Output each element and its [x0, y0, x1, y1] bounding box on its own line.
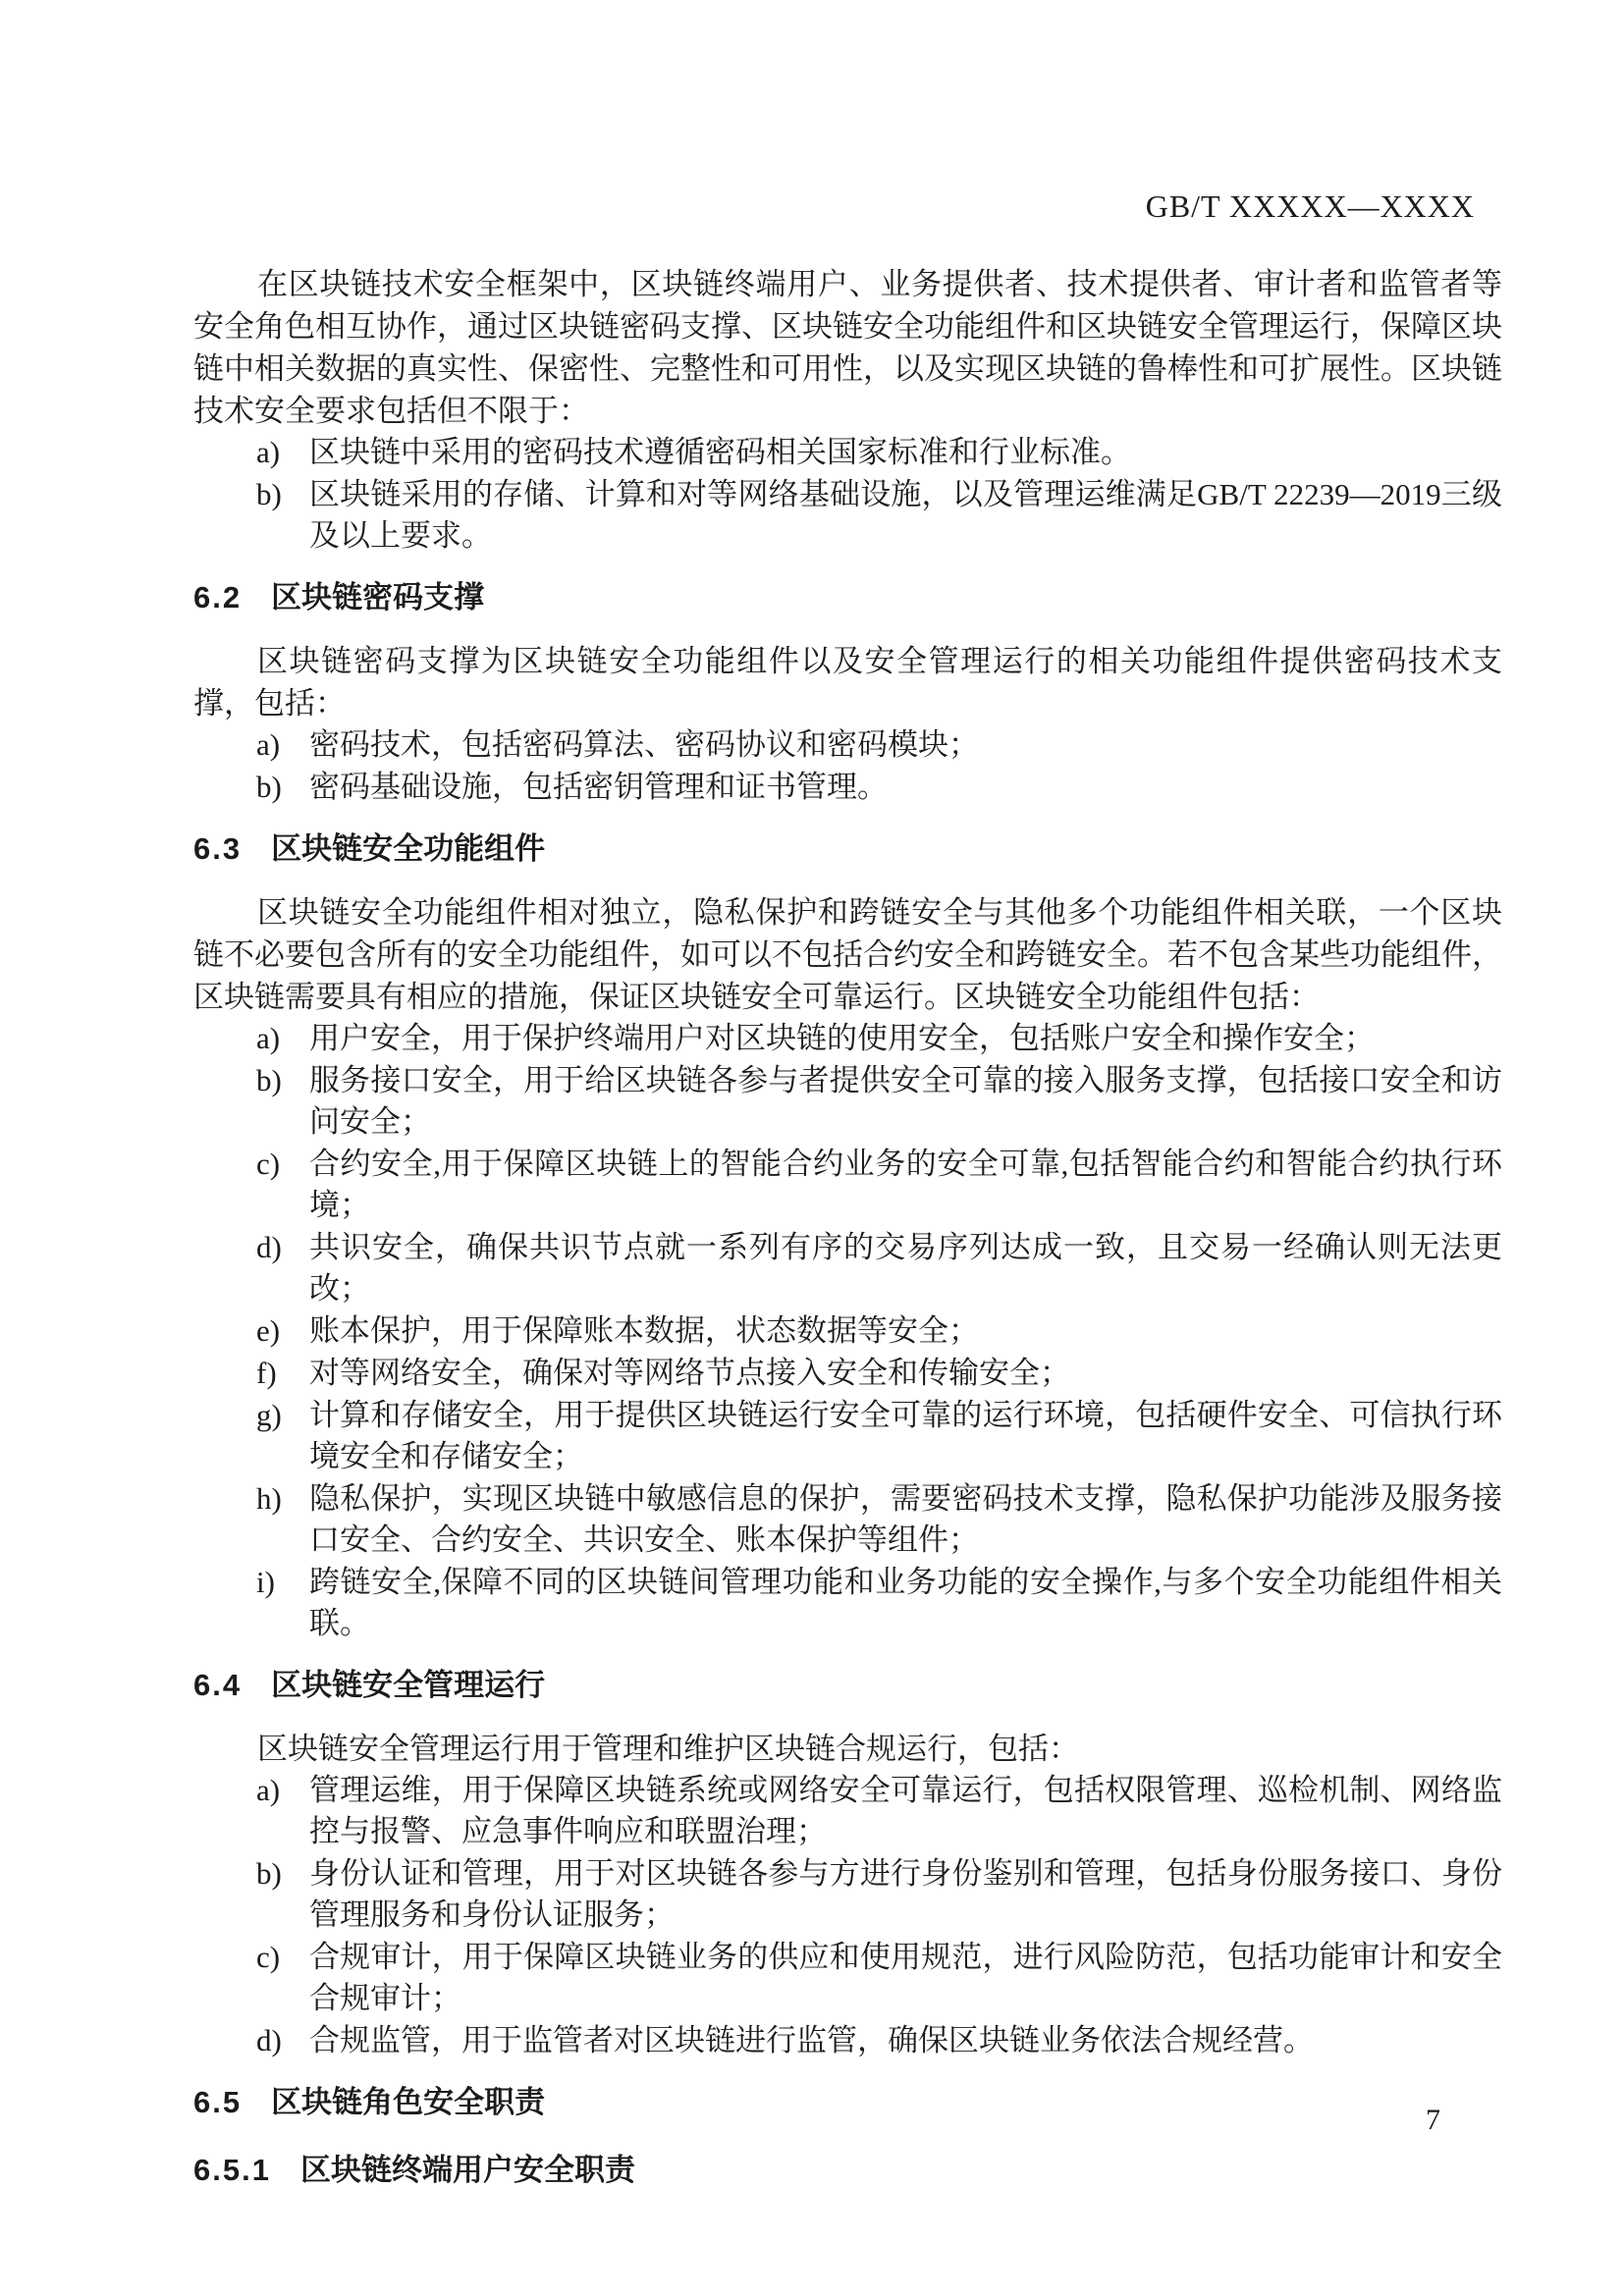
list-item-label: b) [256, 1063, 282, 1097]
list-item-label: c) [256, 1940, 281, 1974]
list-item [193, 1353, 1502, 1394]
list-item-text: 服务接口安全，用于给区块链各参与者提供安全可靠的接入服务支撑，包括接口安全和访问安全； [309, 1063, 1502, 1139]
list-item-text: 合规监管，用于监管者对区块链进行监管，确保区块链业务依法合规经营。 [309, 2023, 1314, 2057]
list-item-label: e) [256, 1313, 281, 1348]
list-item [193, 1395, 1502, 1477]
list-item [193, 1937, 1502, 2019]
list-item-label: a) [256, 1773, 281, 1807]
section-6-3-list [193, 1018, 1502, 1644]
section-6-5-1-heading [193, 2149, 1502, 2191]
list-item [193, 1478, 1502, 1561]
list-item-text: 合约安全,用于保障区块链上的智能合约业务的安全可靠,包括智能合约和智能合约执行环境； [309, 1147, 1502, 1222]
preamble-paragraph: 在区块链技术安全框架中，区块链终端用户、业务提供者、技术提供者、审计者和监管者等安全角色相互协作，通过区块链密码支撑、区块链安全功能组件和区块链安全管理运行，保障区块链中相关数据的真实性、保密性、完整性和可用性，以及实现区块链的鲁棒性和可扩展性。区块链技术安全要求包括但不限于： [193, 267, 1502, 428]
list-item [193, 474, 1502, 557]
list-item-text: 对等网络安全，确保对等网络节点接入安全和传输安全； [309, 1356, 1070, 1390]
section-number: 6.5 [193, 2085, 243, 2119]
list-item-label: b) [256, 770, 282, 804]
section-6-2-paragraph: 区块链密码支撑为区块链安全功能组件以及安全管理运行的相关功能组件提供密码技术支撑，包括： [193, 644, 1502, 721]
list-item [193, 1227, 1502, 1309]
section-6-4-paragraph: 区块链安全管理运行用于管理和维护区块链合规运行，包括： [257, 1732, 1079, 1766]
list-item-label: g) [256, 1398, 282, 1432]
section-6-2-list [193, 724, 1502, 808]
list-item-label: d) [256, 1230, 282, 1264]
section-6-3-heading [193, 828, 1502, 870]
list-item-text: 账本保护，用于保障账本数据，状态数据等安全； [309, 1313, 979, 1348]
list-item-text: 用户安全，用于保护终端用户对区块链的使用安全，包括账户安全和操作安全； [309, 1021, 1375, 1055]
list-item [193, 1310, 1502, 1352]
section-6-2-heading [193, 576, 1502, 618]
list-item-text: 身份认证和管理，用于对区块链各参与方进行身份鉴别和管理，包括身份服务接口、身份管理服务和身份认证服务； [309, 1856, 1502, 1932]
section-number: 6.5.1 [193, 2153, 271, 2187]
list-item [193, 432, 1502, 473]
section-6-4-heading [193, 1664, 1502, 1706]
list-item-label: d) [256, 2023, 282, 2057]
list-item [193, 1562, 1502, 1644]
list-item [193, 767, 1502, 808]
list-item-label: c) [256, 1147, 281, 1181]
list-item [193, 1853, 1502, 1936]
list-item [193, 1018, 1502, 1059]
list-item-label: a) [256, 435, 281, 469]
list-item [193, 1144, 1502, 1226]
list-item-text: 区块链中采用的密码技术遵循密码相关国家标准和行业标准。 [309, 435, 1131, 469]
section-6-4-list [193, 1770, 1502, 2061]
section-title: 区块链安全功能组件 [271, 831, 546, 866]
list-item-label: b) [256, 1856, 282, 1891]
list-item [193, 1060, 1502, 1143]
section-title: 区块链密码支撑 [271, 580, 485, 614]
section-6-5-heading [193, 2081, 1502, 2123]
list-item-text: 合规审计，用于保障区块链业务的供应和使用规范，进行风险防范，包括功能审计和安全合规审计； [309, 1940, 1502, 2015]
list-item [193, 724, 1502, 766]
list-item-text: 管理运维，用于保障区块链系统或网络安全可靠运行，包括权限管理、巡检机制、网络监控与报警、应急事件响应和联盟治理； [309, 1773, 1502, 1848]
list-item [193, 2020, 1502, 2061]
section-title: 区块链角色安全职责 [271, 2085, 546, 2119]
list-item-label: i) [256, 1565, 275, 1599]
list-item-text: 区块链采用的存储、计算和对等网络基础设施，以及管理运维满足GB/T 22239—2019三级及以上要求。 [309, 477, 1502, 553]
section-number: 6.4 [193, 1668, 243, 1702]
list-item-text: 密码技术，包括密码算法、密码协议和密码模块； [309, 727, 979, 762]
list-item-label: b) [256, 477, 282, 511]
section-number: 6.3 [193, 831, 243, 866]
list-item-label: h) [256, 1481, 282, 1516]
list-item-text: 计算和存储安全，用于提供区块链运行安全可靠的运行环境，包括硬件安全、可信执行环境安全和存储安全； [309, 1398, 1502, 1473]
section-title: 区块链终端用户安全职责 [299, 2153, 635, 2187]
preamble-list [193, 432, 1502, 557]
list-item-text: 隐私保护，实现区块链中敏感信息的保护，需要密码技术支撑，隐私保护功能涉及服务接口安全、合约安全、共识安全、账本保护等组件； [309, 1481, 1502, 1557]
section-number: 6.2 [193, 580, 243, 614]
list-item-text: 跨链安全,保障不同的区块链间管理功能和业务功能的安全操作,与多个安全功能组件相关联。 [309, 1565, 1502, 1640]
section-title: 区块链安全管理运行 [271, 1668, 546, 1702]
list-item-text: 共识安全，确保共识节点就一系列有序的交易序列达成一致，且交易一经确认则无法更改； [309, 1230, 1502, 1306]
page-number: 7 [1426, 2104, 1440, 2136]
list-item-label: a) [256, 1021, 281, 1055]
list-item-text: 密码基础设施，包括密钥管理和证书管理。 [309, 770, 888, 804]
list-item-label: f) [256, 1356, 277, 1390]
section-6-3-paragraph: 区块链安全功能组件相对独立，隐私保护和跨链安全与其他多个功能组件相关联，一个区块链不必要包含所有的安全功能组件，如可以不包括合约安全和跨链安全。若不包含某些功能组件，区块链需要具有相应的措施，保证区块链安全可靠运行。区块链安全功能组件包括： [193, 895, 1502, 1014]
list-item-label: a) [256, 727, 281, 762]
list-item [193, 1770, 1502, 1852]
standard-number-header: GB/T XXXXX—XXXX [1145, 188, 1475, 224]
